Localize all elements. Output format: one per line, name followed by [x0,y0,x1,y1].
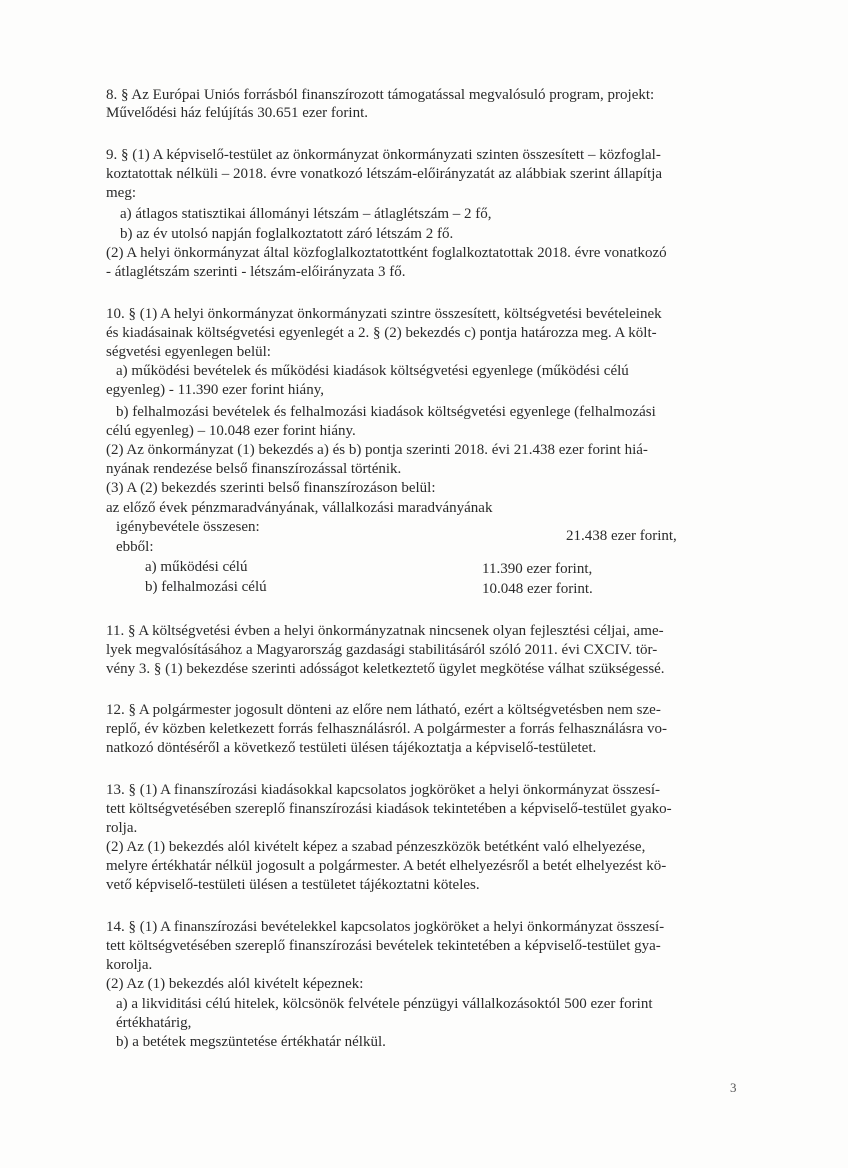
text-line: 13. § (1) A finanszírozási kiadásokkal kapcsolatos jogköröket a helyi önkormányzat összesí- [106,782,661,798]
text-line: 9. § (1) A képviselő-testület az önkormányzat önkormányzati szinten összesített – közfoglal- [106,147,661,163]
text-line: rolja. [106,820,138,836]
text-line: igénybevétele összesen: [116,519,260,535]
text-line: replő, év közben keletkezett forrás felhasználásról. A polgármester a forrás felhasználásra vo- [106,721,667,737]
text-line: natkozó döntéséről a következő testületi ülésen tájékoztatja a képviselő-testületet. [106,740,597,756]
text-line: tett költségvetésében szereplő finanszírozási kiadások tekintetében a képviselő-testület gyako- [106,801,672,817]
text-line: vető képviselő-testületi ülésen a testületet tájékoztatni köteles. [106,877,480,893]
list-item: b) a betétek megszüntetése értékhatár nélkül. [116,1034,386,1050]
text-line: ebből: [116,539,154,555]
text-line: (2) Az (1) bekezdés alól kivételt képeznek: [106,976,364,992]
text-line: (2) Az (1) bekezdés alól kivételt képez a szabad pénzeszközök betétként való elhelyezése, [106,839,646,855]
amount-total: 21.438 ezer forint, [566,528,677,544]
text-line: koztatottak nélküli – 2018. évre vonatkozó létszám-előirányzatát az alábbiak szerint állapítja [106,166,663,182]
list-item: a) működési bevételek és működési kiadások költségvetési egyenlege (működési célú [116,363,629,379]
text-line: meg: [106,185,136,201]
text-line: 11. § A költségvetési évben a helyi önkormányzatnak nincsenek olyan fejlesztési céljai, ame- [106,623,664,639]
list-item: a) a likviditási célú hitelek, kölcsönök felvétele pénzügyi vállalkozásoktól 500 ezer forint [116,996,653,1012]
text-line: (2) A helyi önkormányzat által közfoglalkoztatottként foglalkoztatottak 2018. évre vonatkozó [106,245,667,261]
text-line: lyek megvalósításához a Magyarország gazdasági stabilitásáról szóló 2011. évi CXCIV. tör- [106,642,658,658]
list-item: b) az év utolsó napján foglalkoztatott záró létszám 2 fő. [120,226,454,242]
text-line: 10. § (1) A helyi önkormányzat önkormányzati szintre összesített, költségvetési bevételeinek [106,306,662,322]
text-line: egyenleg) - 11.390 ezer forint hiány, [106,382,324,398]
list-item: b) felhalmozási célú [145,579,267,595]
text-line: - átlaglétszám szerinti - létszám-előirányzata 3 fő. [106,264,406,280]
text-line: 12. § A polgármester jogosult dönteni az előre nem látható, ezért a költségvetésben nem sze- [106,702,661,718]
text-line: tett költségvetésében szereplő finanszírozási bevételek tekintetében a képviselő-testület gya- [106,938,661,954]
text-line: az előző évek pénzmaradványának, vállalkozási maradványának [106,500,493,516]
page-number: 3 [730,1080,737,1095]
text-line: és kiadásainak költségvetési egyenlegét a 2. § (2) bekezdés c) pontja határozza meg. A költ- [106,325,657,341]
text-line: célú egyenleg) – 10.048 ezer forint hiány. [106,423,356,439]
text-line: (3) A (2) bekezdés szerinti belső finanszírozáson belül: [106,480,436,496]
list-item: b) felhalmozási bevételek és felhalmozási kiadások költségvetési egyenlege (felhalmozási [116,404,656,420]
amount-operating: 11.390 ezer forint, [482,561,593,577]
amount-capital: 10.048 ezer forint. [482,581,593,597]
text-line: 14. § (1) A finanszírozási bevételekkel kapcsolatos jogköröket a helyi önkormányzat összesí- [106,919,665,935]
text-line: (2) Az önkormányzat (1) bekezdés a) és b) pontja szerinti 2018. évi 21.438 ezer forint hiá- [106,442,648,458]
text-line: ségvetési egyenlegen belül: [106,344,271,360]
text-line: melyre értékhatár nélkül jogosult a polgármester. A betét elhelyezésről a betét elhelyezést kö- [106,858,667,874]
text-line: értékhatárig, [116,1015,192,1031]
text-line: nyának rendezése belső finanszírozással történik. [106,461,402,477]
list-item: a) működési célú [145,559,248,575]
text-line: vény 3. § (1) bekezdése szerinti adósságot keletkeztető ügylet megkötése válhat szükségessé. [106,661,665,677]
text-line: 8. § Az Európai Uniós forrásból finanszírozott támogatással megvalósuló program, projekt: [106,87,655,103]
text-line: Művelődési ház felújítás 30.651 ezer forint. [106,105,369,121]
text-line: korolja. [106,957,153,973]
list-item: a) átlagos statisztikai állományi létszám – átlaglétszám – 2 fő, [120,206,492,222]
